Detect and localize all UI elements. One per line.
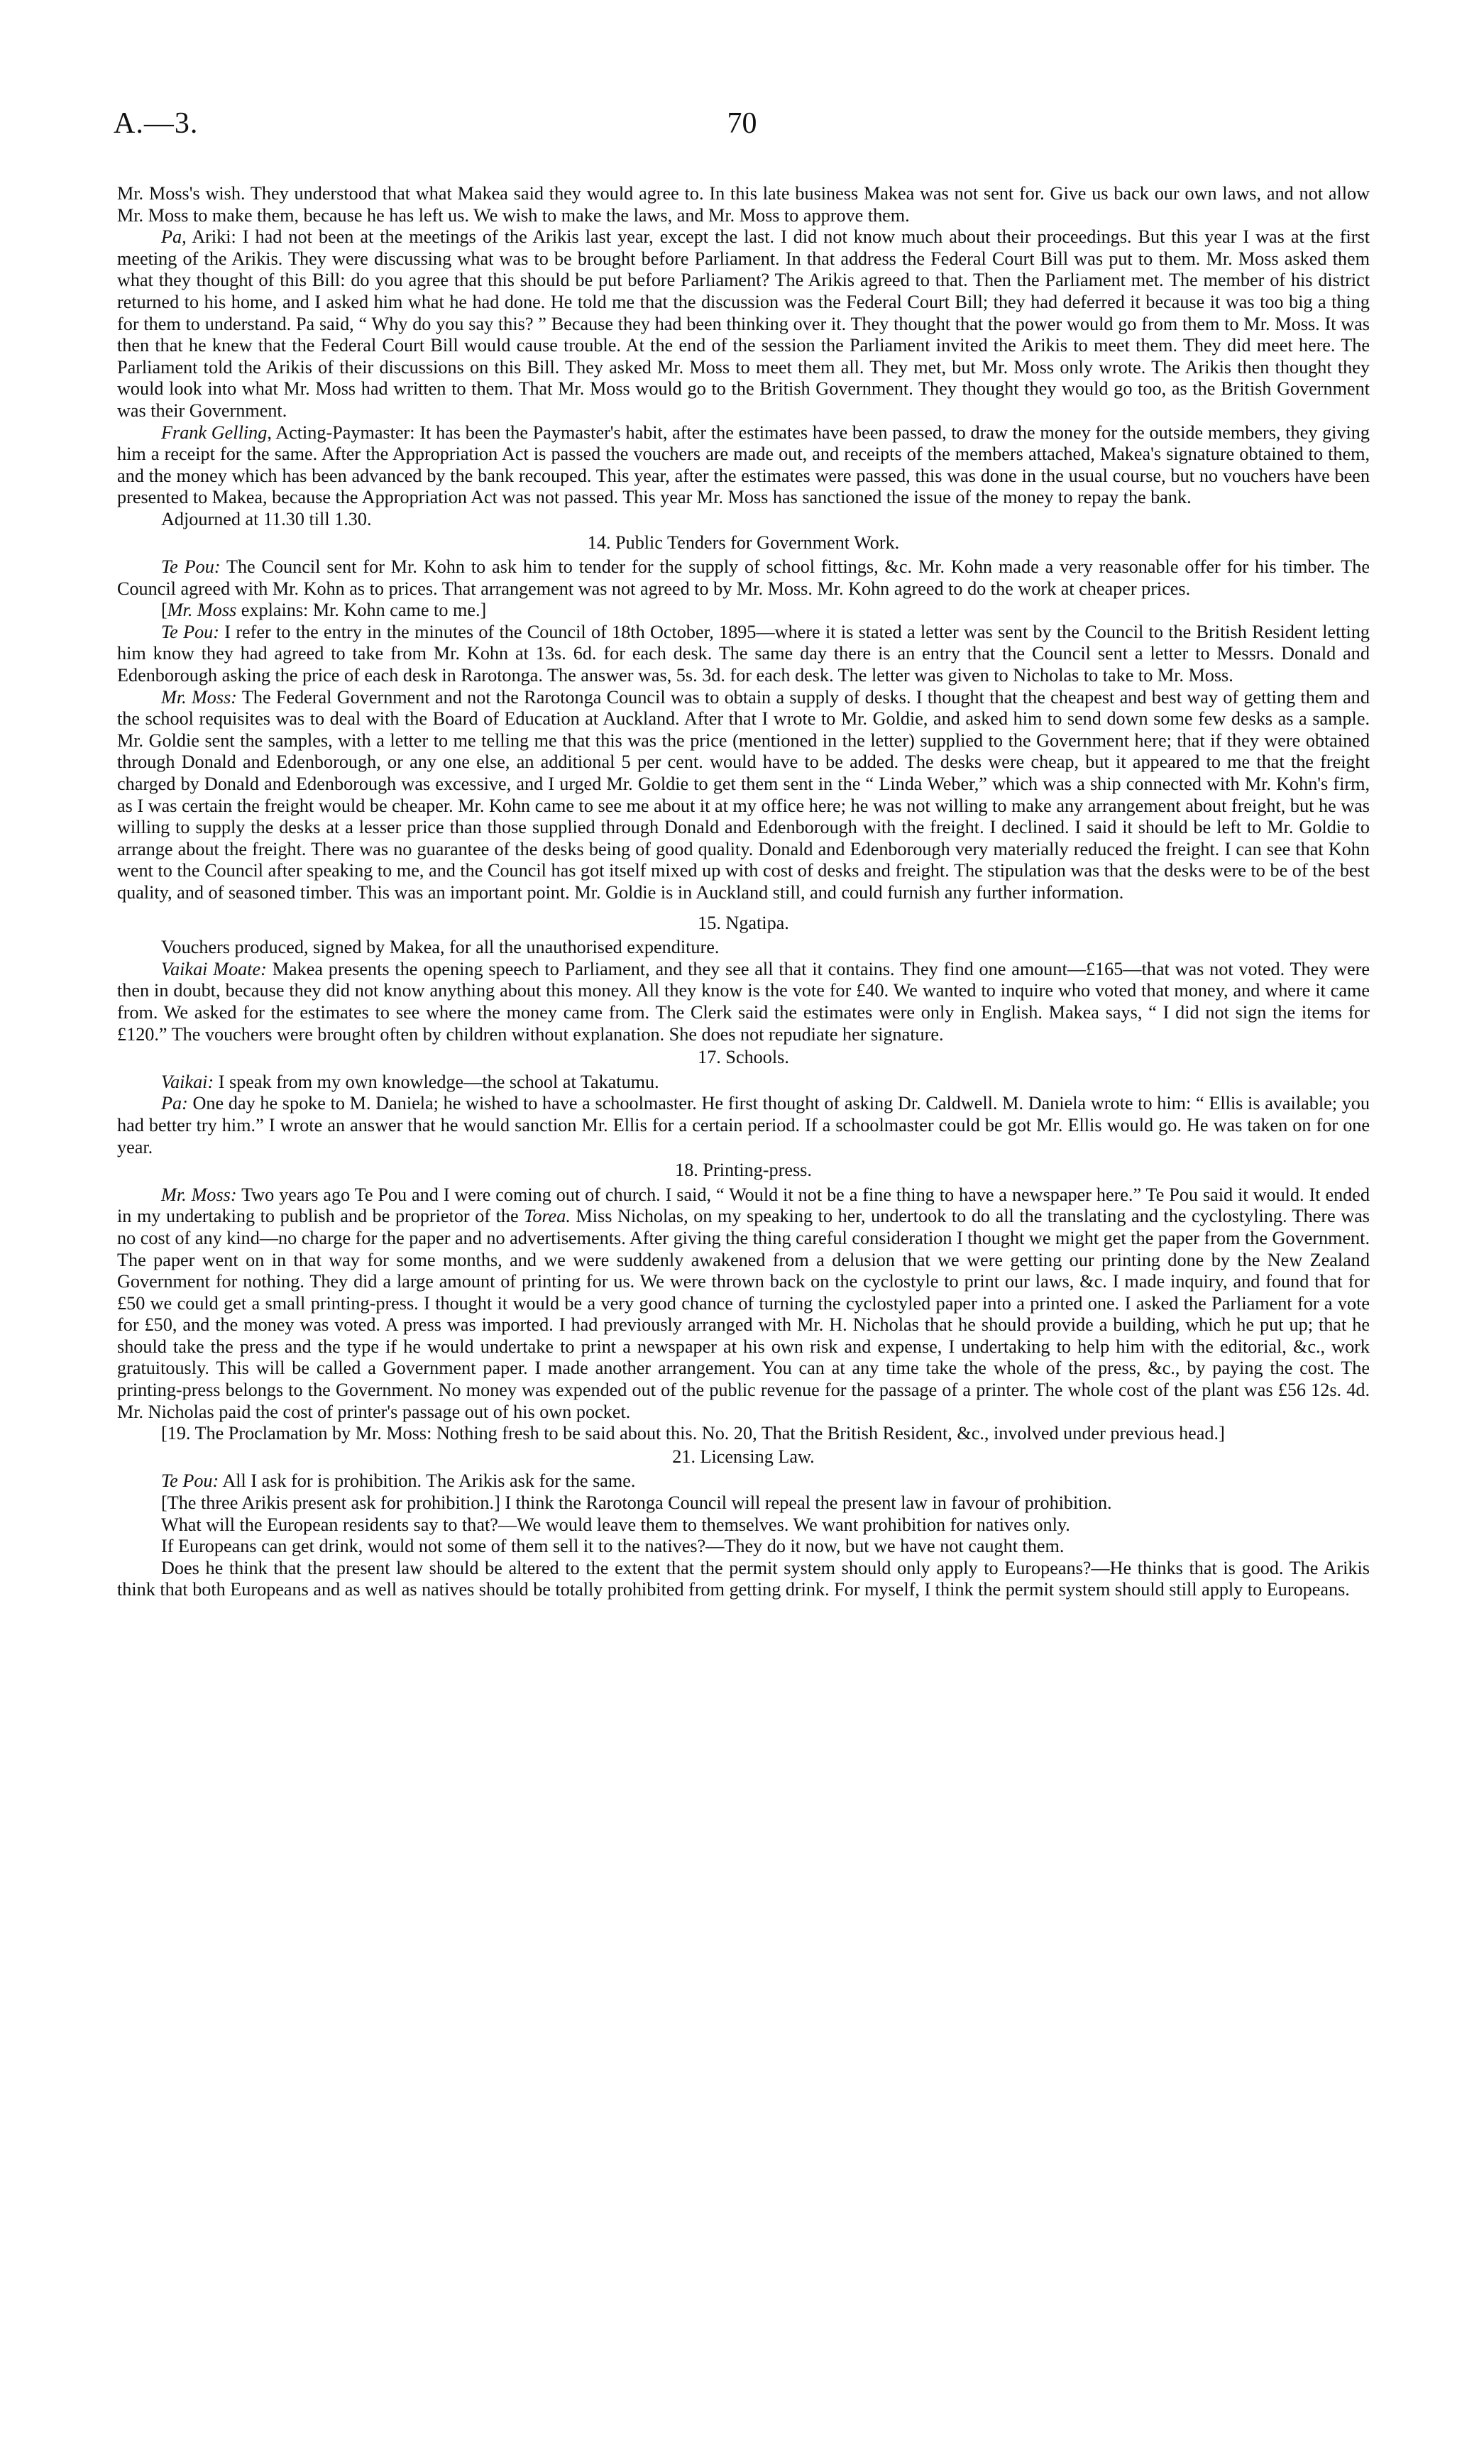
speaker-name: Te Pou: — [161, 556, 221, 578]
document-body — [117, 183, 1370, 1601]
paragraph-text: I refer to the entry in the minutes of the Council of 18th October, 1895—where it is stated a letter was sent by the Council to the British Resident letting him know they had agreed to take from Mr. Kohn at 13s. 6d. for each desk. The same day there is an entry that the Council sent a letter to Messrs. Donald and Edenborough asking the price of each desk in Rarotonga. The answer was, 5s. 3d. for each desk. The letter was given to Nicholas to take to Mr. Moss. — [117, 621, 1370, 686]
document-reference: A.—3. — [114, 107, 199, 140]
section-heading: 17. Schools. — [698, 1047, 789, 1068]
paragraph: Vouchers produced, signed by Makea, for all the unauthorised expenditure. — [161, 937, 720, 958]
paragraph — [117, 1093, 1370, 1158]
paragraph-text: Miss Nicholas, on my speaking to her, undertook to do all the translating and the cyclostyling. There was no cost of any kind—no charge for the paper and no advertisements. After giving the thing careful consideration I thought we might get the paper from the Government. The paper went on in that way for some months, and we were suddenly awakened from a delusion that we were getting our printing done by the New Zealand Government for nothing. They did a large amount of printing for us. We were thrown back on the cyclostyle to print our laws, &c. I made inquiry, and found that for £50 we could get a small printing-press. I thought it would be a very good chance of turning the cyclostyled paper into a printed one. I asked the Parliament for a vote for £50, and the money was voted. A press was imported. I had previously arranged with Mr. H. Nicholas that he should provide a building, which he put up; that he should take the press and the type if he would undertake to print a newspaper at his own risk and expense, I undertaking to help him with the editorial, &c., work gratuitously. This will be called a Government paper. I made another arrangement. You can at any time take the whole of the press, &c., by paying the cost. The printing-press belongs to the Government. No money was expended out of the public revenue for the passage of a printer. The whole cost of the plant was £56 12s. 4d. Mr. Nicholas paid the cost of printer's passage out of his own pocket. — [117, 1206, 1370, 1422]
speaker-name: Mr. Moss: — [161, 1184, 237, 1205]
paragraph-text: One day he spoke to M. Daniela; he wished to have a schoolmaster. He first thought of asking Dr. Caldwell. M. Daniela wrote to him: “ Ellis is available; you had better try him.” I wrote an answer that he would sanction Mr. Ellis for a certain period. If a schoolmaster could be got Mr. Ellis would go. He was taken on for one year. — [117, 1093, 1370, 1157]
paragraph: Adjourned at 11.30 till 1.30. — [161, 508, 372, 529]
speaker-name: Mr. Moss — [167, 600, 237, 621]
speaker-name: Mr. Moss: — [161, 686, 237, 708]
speaker-name: Frank Gelling, — [161, 422, 272, 443]
paragraph-text: I speak from my own knowledge—the school at Takatumu. — [214, 1071, 659, 1092]
paragraph — [117, 687, 1370, 904]
page-number: 70 — [727, 107, 757, 140]
paragraph-text: The Federal Government and not the Rarotonga Council was to obtain a supply of desks. I thought that the cheapest and best way of getting them and the school requisites was to deal with the Board of Education at Auckland. After that I wrote to Mr. Goldie, and asked him to send down some few desks as a sample. Mr. Goldie sent the samples, with a letter to me telling me that this was the price (mentioned in the letter) supplied to the Government here; that if they were obtained through Donald and Edenborough, or any one else, an additional 5 per cent. would have to be added. The desks were cheap, but it appeared to me that the freight charged by Donald and Edenborough was excessive, and I urged Mr. Goldie to get them sent in the “ Linda Weber,” which was a ship connected with Mr. Kohn's firm, as I was certain the freight would be cheaper. Mr. Kohn came to see me about it at my office here; he was not willing to make any arrangement about freight, but he was willing to supply the desks at a lesser price than those supplied through Donald and Edenborough with the freight. I declined. I said it should be left to Mr. Goldie to arrange about the freight. There was no guarantee of the desks being of good quality. Donald and Edenborough very materially reduced the freight. I can see that Kohn went to the Council after speaking to me, and the Council has got itself mixed up with cost of desks and freight. The stipulation was that the desks were to be of the best quality, and of seasoned timber. This was an important point. Mr. Goldie is in Auckland still, and could furnish any further information. — [117, 686, 1370, 903]
section-heading: 15. Ngatipa. — [698, 912, 789, 933]
speaker-name: Vaikai Moate: — [161, 958, 267, 979]
bracket: [ — [161, 600, 167, 621]
page-header — [114, 106, 1370, 149]
paragraph — [117, 959, 1370, 1045]
paragraph-text: Makea presents the opening speech to Parliament, and they see all that it contains. They find one amount—£165—that was not voted. They were then in doubt, because they did not know anything about this money. All they know is the vote for £40. We wanted to inquire who voted that money, and where it came from. We asked for the estimates to see where the money came from. The Clerk said the estimates were only in English. Makea says, “ I did not sign the items for £120.” The vouchers were brought often by children without explanation. She does not repudiate her signature. — [117, 958, 1370, 1045]
paragraph: Mr. Moss's wish. They understood that what Makea said they would agree to. In this late business Makea was not sent for. Give us back our own laws, and not allow Mr. Moss to make them, because he has left us. We wish to make the laws, and Mr. Moss to approve them. — [117, 183, 1370, 226]
paragraph — [117, 1072, 1370, 1094]
section-heading: 14. Public Tenders for Government Work. — [587, 532, 900, 553]
paragraph: Does he think that the present law should be altered to the extent that the permit system should only apply to Europeans?—He thinks that is good. The Arikis think that both Europeans and as well as natives should be totally prohibited from getting drink. For myself, I think the permit system should still apply to Europeans. — [117, 1557, 1370, 1600]
section-heading: 21. Licensing Law. — [672, 1446, 815, 1467]
paragraph — [117, 600, 1370, 622]
paragraph: [The three Arikis present ask for prohibition.] I think the Rarotonga Council will repeal the present law in favour of prohibition. — [161, 1492, 1112, 1514]
paragraph — [117, 1470, 1370, 1492]
speaker-name: Vaikai: — [161, 1071, 214, 1092]
paragraph — [117, 226, 1370, 422]
paragraph-text: All I ask for is prohibition. The Arikis ask for the same. — [219, 1470, 636, 1492]
paragraph: [19. The Proclamation by Mr. Moss: Nothing fresh to be said about this. No. 20, That the British Resident, &c., involved under previous head.] — [161, 1423, 1225, 1444]
speaker-name: Te Pou: — [161, 1470, 219, 1492]
paragraph-text: Two years ago Te Pou and I were coming out of church. I said, “ Would it not be a fine thing to have a newspaper here.” Te Pou said it would. It ended in my undertaking to publish and be proprietor of the — [117, 1184, 1370, 1227]
paragraph — [117, 556, 1370, 600]
paragraph-text: Ariki: I had not been at the meetings of the Arikis last year, except the last. I did not know much about their proceedings. But this year I was at the first meeting of the Arikis. They were discussing what was to be brought before Parliament. In that address the Federal Court Bill was put to them. Mr. Moss asked them what they thought of this Bill: do you agree that this should be put before Parliament? The Arikis agreed to that. Then the Parliament met. The member of his district returned to his home, and I asked him what he had done. He told me that the discussion was the Federal Court Bill; they had deferred it because it was too big a thing for them to understand. Pa said, “ Why do you say this? ” Because they had been thinking over it. They thought that the power would go from them to Mr. Moss. It was then that he knew that the Federal Court Bill would cause trouble. At the end of the session the Parliament invited the Arikis to meet them. They did meet here. The Parliament told the Arikis of their discussions on this Bill. They asked Mr. Moss to meet them all. They met, but Mr. Moss only wrote. The Arikis then thought they would look into what Mr. Moss had written to them. That Mr. Moss would go to the British Government. They thought they would go too, as the British Government was their Government. — [117, 226, 1370, 421]
paragraph-text: The Council sent for Mr. Kohn to ask him to tender for the supply of school fittings, &c. Mr. Kohn made a very reasonable offer for his timber. The Council agreed with Mr. Kohn as to prices. That arrangement was not agreed to by Mr. Moss. Mr. Kohn agreed to do the work at cheaper prices. — [117, 556, 1370, 599]
speaker-name: Pa: — [161, 1093, 188, 1114]
paragraph-text: explains: Mr. Kohn came to me.] — [236, 600, 487, 621]
newspaper-title: Torea. — [524, 1206, 571, 1227]
speaker-name: Te Pou: — [161, 621, 219, 642]
paragraph-text: Acting-Paymaster: It has been the Paymaster's habit, after the estimates have been passed, to draw the money for the outside members, they giving him a receipt for the same. After the Appropriation Act is passed the vouchers are made out, and receipts of the members attached, Makea's signature obtained to them, and the money which has been advanced by the bank recouped. This year, after the estimates were passed, this was done in the usual course, but no vouchers have been presented to Makea, because the Appropriation Act was not passed. This year Mr. Moss has sanctioned the issue of the money to repay the bank. — [117, 422, 1370, 508]
section-heading: 18. Printing-press. — [675, 1160, 812, 1181]
speaker-name: Pa, — [161, 226, 187, 248]
paragraph: What will the European residents say to that?—We would leave them to themselves. We want prohibition for natives only. — [161, 1514, 1070, 1535]
paragraph — [117, 1184, 1370, 1424]
paragraph — [117, 422, 1370, 509]
paragraph: If Europeans can get drink, would not some of them sell it to the natives?—They do it now, but we have not caught them. — [161, 1536, 1065, 1557]
paragraph — [117, 622, 1370, 687]
